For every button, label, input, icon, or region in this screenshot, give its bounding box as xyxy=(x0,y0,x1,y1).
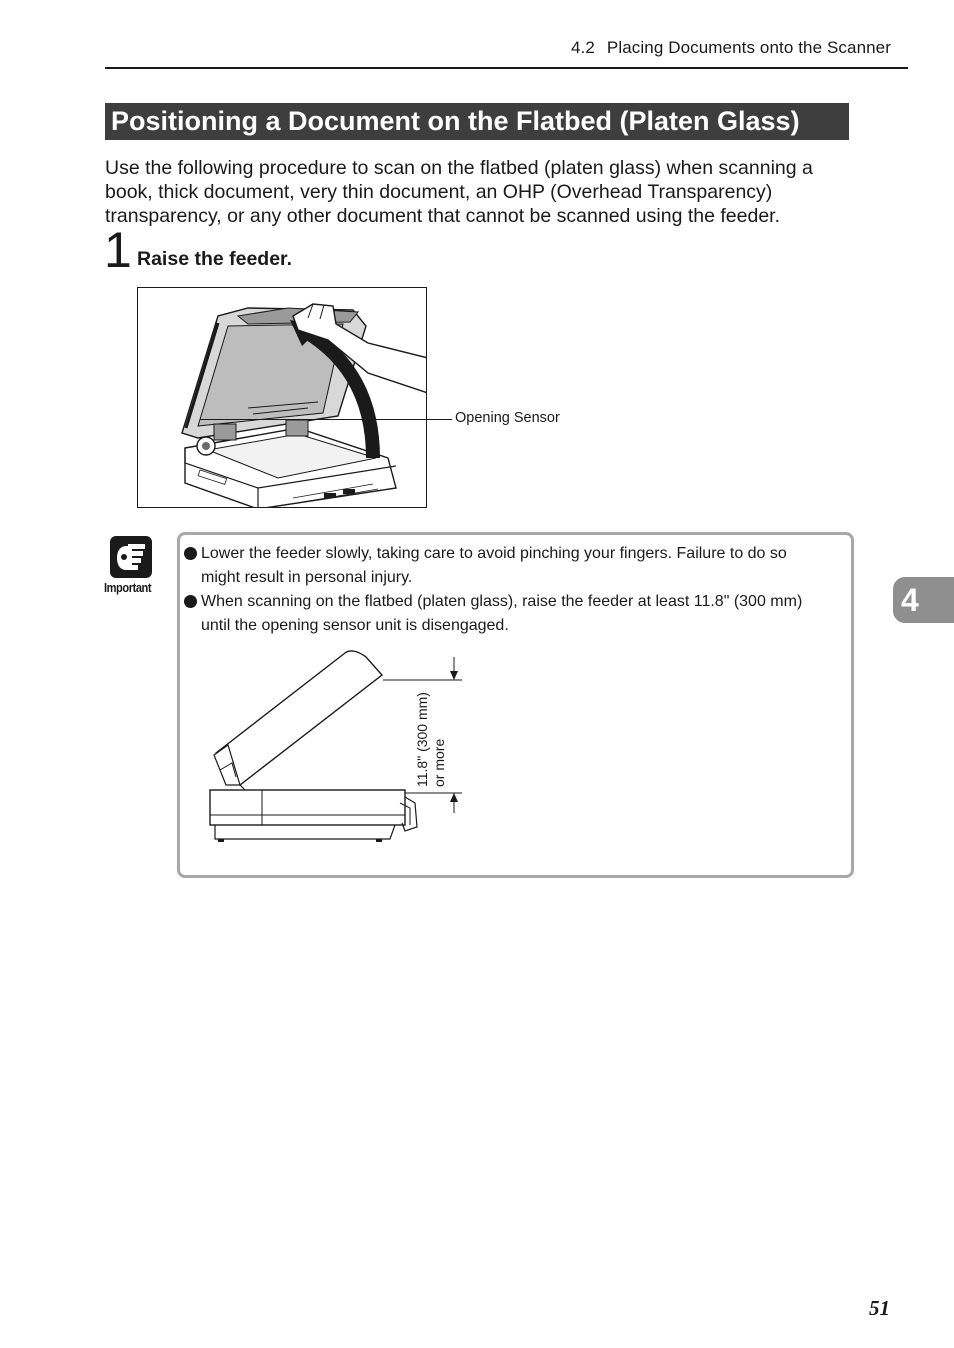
dimension-label xyxy=(414,692,448,787)
scanner-open-drawing xyxy=(138,288,427,508)
intro-paragraph: Use the following procedure to scan on the flatbed (platen glass) when scanning a book, thick document, very thin document, an OHP (Overhead Transparency) transparency, or any other document that cannot be scanned using the feeder. xyxy=(105,157,813,227)
bullet-1-line-2: might result in personal injury. xyxy=(201,569,413,586)
chapter-tab: 4 xyxy=(893,577,954,623)
bullet-2-line-2: until the opening sensor unit is disengaged. xyxy=(201,617,509,634)
important-hand-icon xyxy=(110,536,152,578)
running-header xyxy=(105,38,891,58)
bullet-dot xyxy=(184,547,197,560)
dimension-line-2: or more xyxy=(431,738,447,787)
step-number: 1 xyxy=(104,222,132,278)
step-instruction: Raise the feeder. xyxy=(137,248,292,270)
opening-sensor-label: Opening Sensor xyxy=(455,410,560,426)
bullet-1-line-1: Lower the feeder slowly, taking care to avoid pinching your fingers. Failure to do so xyxy=(201,545,787,562)
important-label: Important xyxy=(104,580,152,595)
header-section-title: Placing Documents onto the Scanner xyxy=(606,38,891,57)
important-bullet-1 xyxy=(184,542,844,590)
header-section-number: 4.2 xyxy=(570,38,595,57)
dimension-line-1: 11.8" (300 mm) xyxy=(414,692,430,787)
page-number: 51 xyxy=(869,1296,890,1320)
header-rule xyxy=(105,67,908,69)
callout-leader-line xyxy=(200,419,452,420)
section-title: Positioning a Document on the Flatbed (Platen Glass) xyxy=(105,103,849,140)
important-bullet-2 xyxy=(184,590,844,638)
pointing-hand-icon xyxy=(110,536,152,578)
raise-feeder-illustration xyxy=(137,287,427,508)
bullet-dot xyxy=(184,595,197,608)
bullet-2-line-1: When scanning on the flatbed (platen glass), raise the feeder at least 11.8" (300 mm) xyxy=(201,593,803,610)
